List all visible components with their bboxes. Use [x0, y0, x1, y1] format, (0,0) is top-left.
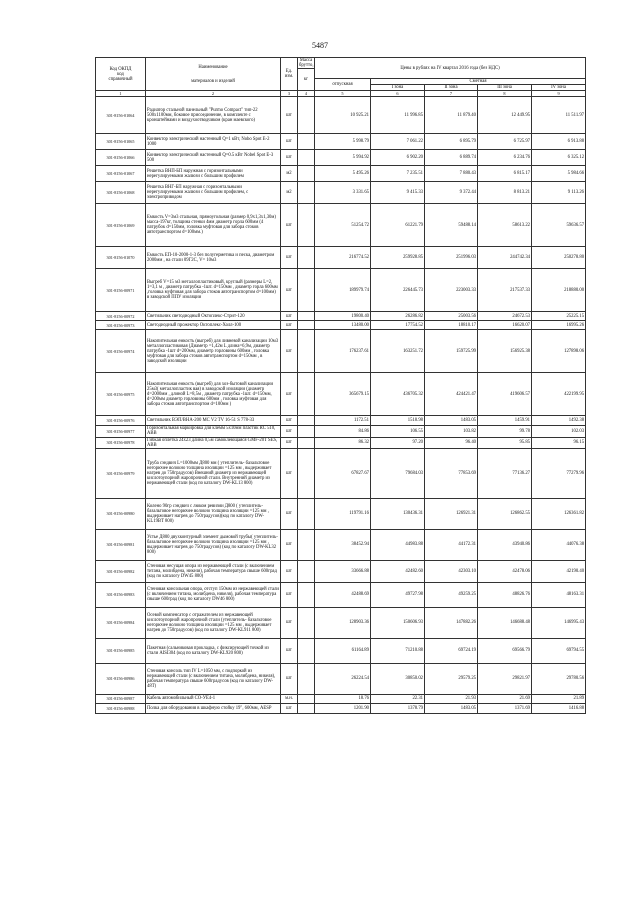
zone-3-price: 244742.34 [478, 247, 532, 269]
unit: шт [281, 437, 298, 448]
table-row [96, 448, 586, 498]
zone-3-price: 419606.57 [478, 373, 532, 416]
zone-2-price: 9 372.44 [425, 182, 478, 204]
zone-2-price: 1483.05 [425, 703, 478, 713]
unit-subtitle: изм. [284, 74, 294, 80]
mass-title: Масса брутто, [299, 58, 314, 69]
okpd-code: 301-8156-00975 [96, 373, 146, 416]
unit: шт [281, 498, 298, 529]
item-name: Гибкая оплетка 24х23 длина 0,5м самоклеющаяся GMF-20T SES, ABB [146, 437, 281, 448]
mass [298, 416, 315, 426]
zone-2-price: 21.93 [425, 694, 478, 703]
zone-4-price: 16995.26 [532, 321, 586, 330]
item-name: Стеновая консоль тип IV L=1050 мм, с подпоркой из нержавеющей стали (с включением титана, молибдена, никеля), рабочая температура свыше 600градусов (код по каталогу DW-48T) [146, 663, 281, 694]
base-price: 13480.00 [315, 321, 371, 330]
item-name: Пакетная (сальниковая прокладка, с фиксирующей точкой из стали AISI304 (код по каталогу DW-KL920 800) [146, 638, 281, 663]
unit: шт [281, 607, 298, 638]
base-price: 176237.61 [315, 330, 371, 373]
item-name: Стеновая несущая опора из нержавеющей стали (с включением титана, молибдена, никеля), рабочая температура свыше 600град (код по каталогу DW45 800) [146, 560, 281, 582]
base-price: 18.76 [315, 694, 371, 703]
zone-1-header: I зона [371, 85, 425, 91]
unit: шт [281, 373, 298, 416]
zone-1-price: 11 996.85 [371, 97, 425, 134]
okpd-code: 301-8156-00979 [96, 448, 146, 498]
zone-4-price: 250278.80 [532, 247, 586, 269]
mass [298, 498, 315, 529]
zone-3-price: 42478.06 [478, 560, 532, 582]
zone-4-price: 5 984.66 [532, 166, 586, 182]
zone-3-price: 21.69 [478, 694, 532, 703]
okpd-code: 301-8156-01070 [96, 247, 146, 269]
zone-4-price: 48163.31 [532, 582, 586, 607]
item-name: Кабель автомобильный СО-УЕ4-1 [146, 694, 281, 703]
column-number: 9 [532, 91, 586, 97]
mass [298, 703, 315, 713]
base-price: 216774.52 [315, 247, 371, 269]
table-row [96, 166, 586, 182]
zone-1-price: 61221.79 [371, 204, 425, 247]
zone-2-header: II зона [425, 85, 478, 91]
zone-1-price: 49727.98 [371, 582, 425, 607]
price-table [95, 57, 586, 714]
unit: шт [281, 134, 298, 150]
okpd-code: 301-8156-01069 [96, 204, 146, 247]
zone-1-price: 1518.98 [371, 416, 425, 426]
zone-1-price: 97.20 [371, 437, 425, 448]
zone-2-price: 96.40 [425, 437, 478, 448]
unit: шт [281, 321, 298, 330]
table-row [96, 663, 586, 694]
mass [298, 204, 315, 247]
item-name: Колено 90гр сэндвич с люком ревизии Д800 ( утеплитель- базальтовое негорючее волокно толщина изоляции =125 мм , выдерживает нагрев до 750градусов)(код по каталогу DW-KL19BT 800) [146, 498, 281, 529]
zone-3-price: 58613.22 [478, 204, 532, 247]
okpd-code: 301-8156-00985 [96, 638, 146, 663]
unit: шт [281, 150, 298, 166]
zone-1-price: 79684.03 [371, 448, 425, 498]
okpd-code: 301-8156-01066 [96, 150, 146, 166]
base-price: 67827.67 [315, 448, 371, 498]
zone-3-price: 126862.55 [478, 498, 532, 529]
unit: шт [281, 312, 298, 321]
zone-1-price: 7 235.51 [371, 166, 425, 182]
zone-3-price: 29821.97 [478, 663, 532, 694]
code-title: Код ОКПД [109, 66, 132, 72]
column-number: 3 [281, 91, 298, 97]
unit: шт [281, 426, 298, 437]
estimate-header: Сметная [371, 79, 586, 85]
base-price: 42488.69 [315, 582, 371, 607]
zone-4-price: 44076.38 [532, 529, 586, 560]
unit: шт [281, 663, 298, 694]
unit: шт [281, 330, 298, 373]
item-name: Решетка ВНГ-БП наружная с горизонтальными нерегулируемыми жалюзи с большим профилем, с электроприводом [146, 182, 281, 204]
zone-2-price: 223003.33 [425, 269, 478, 312]
column-number: 5 [315, 91, 371, 97]
table-row [96, 150, 586, 166]
zone-3-price: 217537.33 [478, 269, 532, 312]
zone-3-price: 99.78 [478, 426, 532, 437]
zone-4-header: IV зона [532, 85, 586, 91]
code-header [96, 58, 146, 91]
zone-3-price: 95.85 [478, 437, 532, 448]
base-price: 84.86 [315, 426, 371, 437]
item-name: Конвектор электрический настенный Q=0.5 кВт Nobel Spot E-3 500 [146, 150, 281, 166]
okpd-code: 301-8156-00980 [96, 498, 146, 529]
base-price: 1201.90 [315, 703, 371, 713]
zone-2-price: 18810.17 [425, 321, 478, 330]
zone-1-price: 163251.72 [371, 330, 425, 373]
unit: шт [281, 204, 298, 247]
mass [298, 373, 315, 416]
zone-2-price: 11 879.40 [425, 97, 478, 134]
zone-4-price: 6 913.88 [532, 134, 586, 150]
zone-2-price: 49259.25 [425, 582, 478, 607]
okpd-code: 301-8156-01065 [96, 134, 146, 150]
zone-3-price: 146688.48 [478, 607, 532, 638]
name-title: Наименование [198, 64, 228, 70]
column-number: 6 [371, 91, 425, 97]
base-price: 61164.89 [315, 638, 371, 663]
zone-3-price: 48826.76 [478, 582, 532, 607]
table-row [96, 582, 586, 607]
base-price: 26224.54 [315, 663, 371, 694]
mass [298, 529, 315, 560]
unit-title: Ед. [285, 69, 293, 75]
base-price: 38452.94 [315, 529, 371, 560]
zone-3-price: 77136.27 [478, 448, 532, 498]
table-row [96, 182, 586, 204]
item-name: Стеновая консольная опора, отступ 150мм из нержавеющей стали (с включением титана, молибдена, никеля), рабочая температура свыше 600град (код по каталогу DW46 800) [146, 582, 281, 607]
zone-2-price: 29579.25 [425, 663, 478, 694]
okpd-code: 301-8156-01067 [96, 166, 146, 182]
zone-2-price: 42303.10 [425, 560, 478, 582]
table-row [96, 373, 586, 416]
unit: шт [281, 703, 298, 713]
code-subtitle: код [117, 71, 124, 77]
zone-2-price: 6 895.79 [425, 134, 478, 150]
zone-4-price: 422199.95 [532, 373, 586, 416]
unit: шт [281, 560, 298, 582]
okpd-code: 301-8156-01064 [96, 97, 146, 134]
zone-3-price: 8 813.21 [478, 182, 532, 204]
table-row [96, 426, 586, 437]
zone-3-price: 43940.86 [478, 529, 532, 560]
zone-4-price: 126361.82 [532, 498, 586, 529]
mass [298, 582, 315, 607]
base-price: 5 994.92 [315, 150, 371, 166]
zone-1-price: 7 061.22 [371, 134, 425, 150]
prices-title: Цены в рублях на IV квартал 2016 года (без НДС) [315, 58, 586, 79]
zone-1-price: 22.31 [371, 694, 425, 703]
okpd-code: 301-8156-00978 [96, 437, 146, 448]
okpd-code: 301-8156-00981 [96, 529, 146, 560]
zone-4-price: 77279.96 [532, 448, 586, 498]
mass [298, 312, 315, 321]
zone-3-price: 6 725.97 [478, 134, 532, 150]
unit: м.н. [281, 694, 298, 703]
zone-4-price: 69794.55 [532, 638, 586, 663]
okpd-code: 301-8156-00983 [96, 582, 146, 607]
unit: шт [281, 582, 298, 607]
table-row [96, 703, 586, 713]
mass [298, 437, 315, 448]
zone-2-price: 147882.26 [425, 607, 478, 638]
zone-3-price: 6 234.76 [478, 150, 532, 166]
okpd-code: 301-8156-00972 [96, 312, 146, 321]
base-price: 86.32 [315, 437, 371, 448]
unit: шт [281, 269, 298, 312]
name-header [146, 58, 281, 91]
zone-4-price: 11 511.97 [532, 97, 586, 134]
page-number: 5487 [312, 41, 328, 50]
table-row [96, 529, 586, 560]
table-row [96, 312, 586, 321]
zone-2-price: 251996.03 [425, 247, 478, 269]
zone-2-price: 424421.47 [425, 373, 478, 416]
mass [298, 663, 315, 694]
unit: шт [281, 448, 298, 498]
base-price: 5 998.79 [315, 134, 371, 150]
okpd-code: 301-8156-00973 [96, 321, 146, 330]
column-number: 7 [425, 91, 478, 97]
zone-3-price: 24672.53 [478, 312, 532, 321]
table-row [96, 607, 586, 638]
zone-1-price: 150606.93 [371, 607, 425, 638]
base-price: 365679.15 [315, 373, 371, 416]
okpd-code: 301-8156-00987 [96, 694, 146, 703]
mass [298, 134, 315, 150]
zone-4-price: 25225.15 [532, 312, 586, 321]
zone-3-price: 1371.69 [478, 703, 532, 713]
zone-1-price: 6 902.20 [371, 150, 425, 166]
zone-1-price: 436705.32 [371, 373, 425, 416]
zone-2-price: 44172.31 [425, 529, 478, 560]
base-price: 51254.72 [315, 204, 371, 247]
mass [298, 638, 315, 663]
table-row [96, 204, 586, 247]
okpd-code: 301-8156-00984 [96, 607, 146, 638]
zone-4-price: 218880.00 [532, 269, 586, 312]
zone-1-price: 42482.60 [371, 560, 425, 582]
item-name: Труба сэндвич L=1000мм Д800 мм ( утеплитель- базальтовое негорючее волокно толщина изоляции =125 мм , выдерживает нагрев до 750градусов) Внешний диаметр из нержавеющей кислотоупорной жаропрочной стали. Внутренний диаметр из нержавеющей стали (код по каталогу DW-KL13 800) [146, 448, 281, 498]
table-row [96, 638, 586, 663]
mass [298, 560, 315, 582]
item-name: Накопительная емкость (выгреб) для ливневой канализации 10м3 металлопластиковая (Диаметр =1,42м L длина=6,9м, диаметр патрубка -1шт d=200мм, диаметр горловины 600мм , головка муфтовая для забора стоков автотранспортом d=150мм , в заводской изоляции [146, 330, 281, 373]
okpd-code: 301-8156-00988 [96, 703, 146, 713]
zone-1-price: 130436.31 [371, 498, 425, 529]
base-price: 19800.40 [315, 312, 371, 321]
unit: м2 [281, 182, 298, 204]
table-row [96, 134, 586, 150]
zone-4-price: 29780.56 [532, 663, 586, 694]
unit: шт [281, 416, 298, 426]
zone-1-price: 71210.88 [371, 638, 425, 663]
zone-4-price: 21.89 [532, 694, 586, 703]
column-number: 1 [96, 91, 146, 97]
name-subtitle: материалов и изделий [191, 78, 235, 84]
zone-3-price: 16620.07 [478, 321, 532, 330]
table-row [96, 97, 586, 134]
zone-3-price: 156925.38 [478, 330, 532, 373]
base-price: 189979.74 [315, 269, 371, 312]
item-name: Устье Д800 двухконтурный элемент дымовой трубы( утеплитель- базальтовое негорючее волокно толщина изоляции =125 мм , выдерживает нагрев до 750градусов) (код по каталогу DW-KL32 800) [146, 529, 281, 560]
table-row [96, 269, 586, 312]
table-row [96, 330, 586, 373]
table-row [96, 416, 586, 426]
zone-2-price: 59488.14 [425, 204, 478, 247]
zone-2-price: 69724.19 [425, 638, 478, 663]
column-number: 2 [146, 91, 281, 97]
zone-4-price: 59636.57 [532, 204, 586, 247]
table-row [96, 321, 586, 330]
zone-4-price: 146995.43 [532, 607, 586, 638]
item-name: Емкость ЕП-10-2000-1-3 без полугерметика и песка, диаметром 2000мм , на стали 09Г2С, V= 10м3 [146, 247, 281, 269]
zone-4-price: 96.15 [532, 437, 586, 448]
zone-4-price: 6 325.12 [532, 150, 586, 166]
column-number: 8 [478, 91, 532, 97]
column-number: 4 [298, 91, 315, 97]
item-name: Полка для оборудования в шкафную стойку 19", 600мм, AESP [146, 703, 281, 713]
zone-1-price: 44983.88 [371, 529, 425, 560]
item-name: Выгреб V=15 м3 металлопластиковый, круглый (размеры L=2, 1=3,1 м , диаметр патрубка -1шт. d=150мм , диаметр горла 600мм ,головка муфтовая для забора стоков автотранспортом d=100мм) в заводской ППУ изоляции [146, 269, 281, 312]
mass [298, 321, 315, 330]
zone-3-price: 69566.79 [478, 638, 532, 663]
item-name: Решетка ВНП-БП наружная с горизонтальными нерегулируемыми жалюзи с большим профилем [146, 166, 281, 182]
mass [298, 269, 315, 312]
zone-4-price: 127898.06 [532, 330, 586, 373]
base-price: 128903.36 [315, 607, 371, 638]
zone-1-price: 226445.73 [371, 269, 425, 312]
zone-1-price: 17754.52 [371, 321, 425, 330]
code-subtitle-2: справочный [108, 76, 133, 82]
unit-header [281, 58, 298, 91]
mass [298, 607, 315, 638]
zone-4-price: 1492.38 [532, 416, 586, 426]
table-row [96, 437, 586, 448]
mass [298, 182, 315, 204]
mass [298, 247, 315, 269]
item-name: Радиатор стальной панельный "Purmo Compact" тип-22 500х1100мм, боковое присоединение, в комплекте с кронштейнами и воздухоотводчиком (кран маевского) [146, 97, 281, 134]
base-price: 33666.88 [315, 560, 371, 582]
unit: шт [281, 247, 298, 269]
okpd-code: 301-8156-01068 [96, 182, 146, 204]
base-price: 10 925.21 [315, 97, 371, 134]
mass-unit: кг [298, 69, 315, 91]
item-name: Горизонтальная маркировка для клемм 5х10мм пластик RC 510, ABB [146, 426, 281, 437]
base-price-header: отпускная [315, 79, 371, 91]
table-row [96, 498, 586, 529]
okpd-code: 301-8156-00986 [96, 663, 146, 694]
zone-4-price: 1416.88 [532, 703, 586, 713]
zone-4-price: 9 113.26 [532, 182, 586, 204]
zone-3-price: 1459.91 [478, 416, 532, 426]
table-row [96, 694, 586, 703]
mass [298, 426, 315, 437]
zone-4-price: 102.03 [532, 426, 586, 437]
zone-1-price: 106.55 [371, 426, 425, 437]
mass [298, 150, 315, 166]
item-name: Светильник светодиодный Октоплекс-Стрит-120 [146, 312, 281, 321]
zone-1-price: 1378.79 [371, 703, 425, 713]
item-name: Конвектор электрический настенный Q=1 кВт, Nobo Spot E-2 1000 [146, 134, 281, 150]
base-price: 119791.16 [315, 498, 371, 529]
item-name: Светодиодный прожектор Октоплекс-Холл-100 [146, 321, 281, 330]
zone-3-price: 12 449.95 [478, 97, 532, 134]
unit: м2 [281, 166, 298, 182]
unit: шт [281, 97, 298, 134]
zone-2-price: 126921.31 [425, 498, 478, 529]
okpd-code: 301-8156-00971 [96, 269, 146, 312]
base-price: 5 495.26 [315, 166, 371, 182]
okpd-code: 301-8156-00982 [96, 560, 146, 582]
mass-header [298, 58, 315, 69]
zone-2-price: 6 889.74 [425, 150, 478, 166]
base-price: 1172.51 [315, 416, 371, 426]
zone-4-price: 42190.40 [532, 560, 586, 582]
zone-1-price: 259928.85 [371, 247, 425, 269]
item-name: Осевой компенсатор с отражателем из нержавеющей кислотоупорной жаропрочной стали (утеплитель- базальтовое негорючее волокно толщина изоляции =125 мм , выдерживает нагрев до 750градусов) (код по каталогу DW-KL911 800) [146, 607, 281, 638]
zone-3-price: 6 815.17 [478, 166, 532, 182]
zone-2-price: 159725.99 [425, 330, 478, 373]
item-name: Емкость V=3м3 стальная, прямоугольная (размер 0,9х1,3х1,30м) масса-197кг, толщина стенки 4мм диаметр горла 600мм (4 патрубок d=150мм, головка муфтовая для забора стоков автотранспортом d=100мм.) [146, 204, 281, 247]
zone-2-price: 25003.56 [425, 312, 478, 321]
item-name: Накопительная емкость (выгреб) для хоз-бытовой канализации 25м3( металлопластик вая) в заводской изоляции (диаметр d=2000мм , длиной L=8,5м , диаметр патрубка -1шт. d=150мм, d=200мм диаметр горловины 600мм , головка муфтовая для забора стоков автотранспортом d=100мм ) [146, 373, 281, 416]
okpd-code: 301-8156-00974 [96, 330, 146, 373]
mass [298, 166, 315, 182]
table-body [96, 97, 586, 713]
zone-2-price: 1483.05 [425, 416, 478, 426]
zone-1-price: 30850.02 [371, 663, 425, 694]
unit: шт [281, 638, 298, 663]
zone-2-price: 103.82 [425, 426, 478, 437]
mass [298, 97, 315, 134]
unit: шт [281, 529, 298, 560]
mass [298, 694, 315, 703]
okpd-code: 301-8156-00977 [96, 426, 146, 437]
base-price: 3 331.65 [315, 182, 371, 204]
zone-3-header: III зона [478, 85, 532, 91]
zone-1-price: 9 415.33 [371, 182, 425, 204]
zone-2-price: 77853.69 [425, 448, 478, 498]
zone-2-price: 7 880.43 [425, 166, 478, 182]
okpd-code: 301-8156-00976 [96, 416, 146, 426]
table-row [96, 560, 586, 582]
table-row [96, 247, 586, 269]
mass [298, 448, 315, 498]
zone-1-price: 26286.82 [371, 312, 425, 321]
mass [298, 330, 315, 373]
item-name: Светильник ВЭП/ВНА-200 МС V2 TV 16-51 S 778-33 [146, 416, 281, 426]
